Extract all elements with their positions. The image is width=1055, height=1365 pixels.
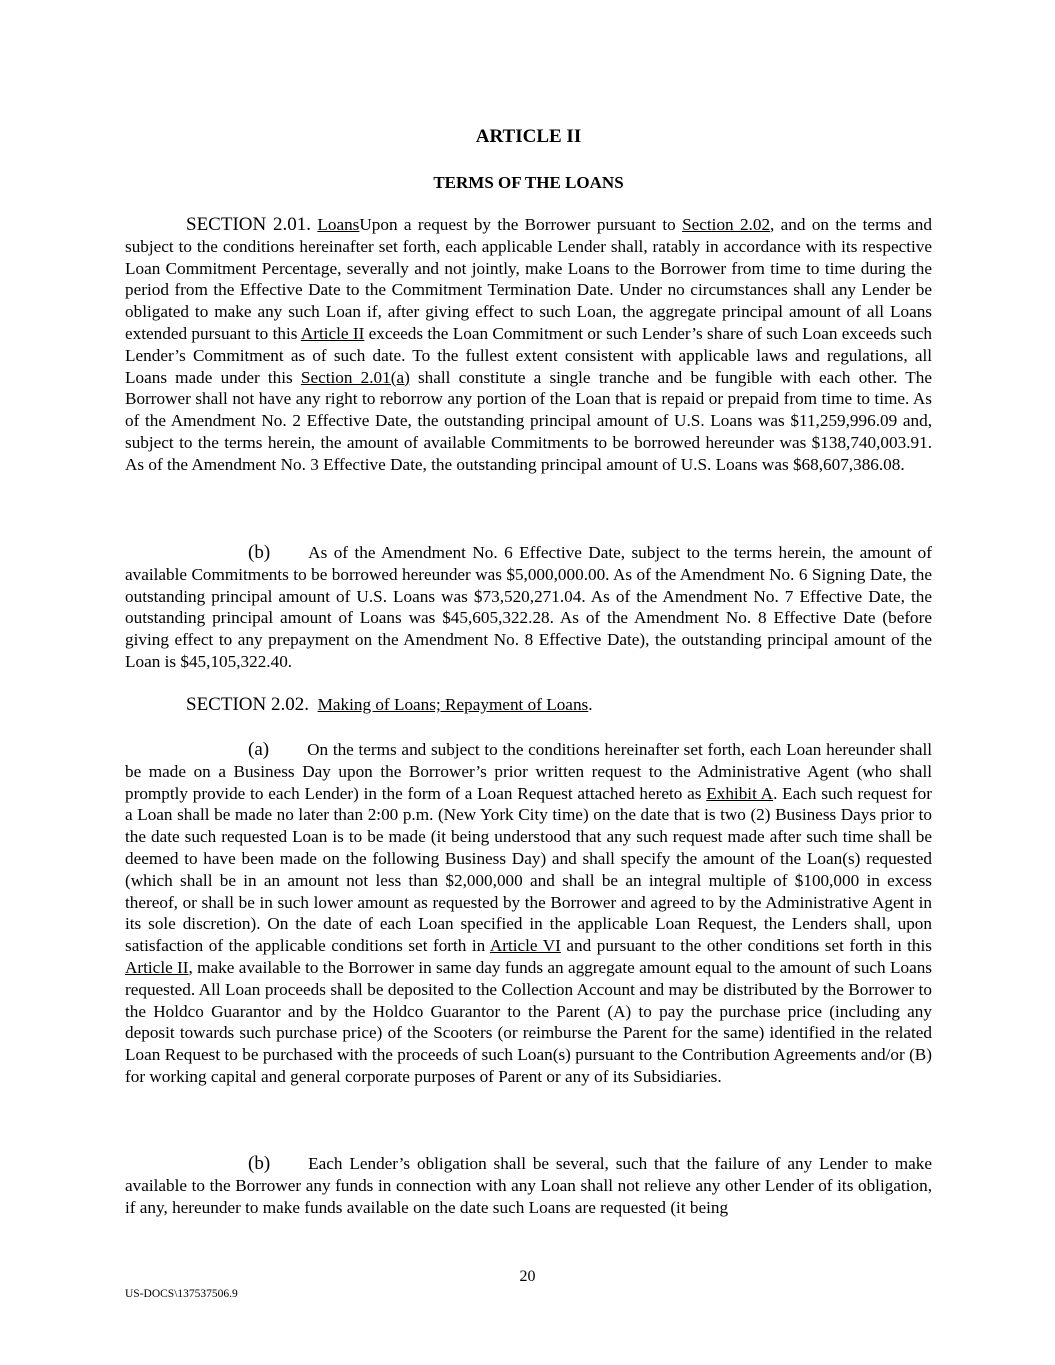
cross-reference-link[interactable]: Article II	[300, 323, 365, 343]
cross-reference-link[interactable]: Article II	[125, 957, 189, 977]
paragraph-text: shall constitute a single tranche and be fungible with each other. The Borrower shall not have any right to reborrow any portion of the Loan that is repaid or prepaid from time to time. As of the Amendment No. 2 Effective Date, the outstanding principal amount of U.S. Loans was $11,259,996.09 and, subject to the terms herein, the amount of available Commitments to be borrowed hereunder was $138,740,003.91. As of the Amendment No. 3 Effective Date, the outstanding principal amount of U.S. Loans was $68,607,386.08.	[125, 367, 932, 474]
section-label: SECTION 2.01.	[186, 214, 312, 235]
document-id: US-DOCS\137537506.9	[125, 1288, 238, 1300]
section-2-02-heading	[125, 694, 932, 716]
paragraph-text: Each Lender’s obligation shall be several, such that the failure of any Lender to make available to the Borrower any funds in connection with any Loan shall not relieve any other Lender of its obligation, if any, hereunder to make funds available on the date such Loans are requested (it being	[125, 1154, 932, 1217]
section-heading: Making of Loans; Repayment of Loans	[317, 695, 589, 714]
page-number: 20	[519, 1268, 536, 1285]
subsection-label: (b)	[248, 1153, 271, 1174]
section-heading: Loans	[317, 215, 360, 234]
paragraph-text: exceeds the Loan Commitment or such Lender’s share of such Loan exceeds such Lender’s Commitment as of such date. To the fullest extent consistent with applicable laws and regulations, all Loans made under this	[125, 323, 933, 387]
section-2-02-a-paragraph	[125, 739, 932, 1088]
article-title: ARTICLE II	[475, 126, 582, 147]
paragraph-text: Upon a request by the Borrower pursuant to	[359, 215, 683, 234]
paragraph-text: As of the Amendment No. 6 Effective Date, subject to the terms herein, the amount of available Commitments to be borrowed hereunder was $5,000,000.00. As of the Amendment No. 6 Signing Date, the outstanding principal amount of U.S. Loans was $73,520,271.04. As of the Amendment No. 7 Effective Date, the outstanding principal amount of Loans was $45,605,322.28. As of the Amendment No. 8 Effective Date (before giving effect to any prepayment on the Amendment No. 8 Effective Date), the outstanding principal amount of the Loan is $45,105,322.40.	[125, 543, 932, 671]
cross-reference-link[interactable]: Article VI	[489, 936, 561, 956]
paragraph-text: , and on the terms and subject to the conditions hereinafter set forth, each applicable Lender shall, ratably in accordance with its respective Loan Commitment Percentage, severally and not jointly, make Loans to the Borrower from time to time during the period from the Effective Date to the Commitment Termination Date. Under no circumstances shall any Lender be obligated to make any such Loan if, after giving effect to such Loan, the aggregate principal amount of all Loans extended pursuant to this	[125, 215, 932, 343]
paragraph-text: and pursuant to the other conditions set forth in this	[560, 936, 932, 956]
subsection-label: (b)	[248, 542, 271, 563]
cross-reference-link[interactable]: Section 2.01(a)	[300, 367, 410, 387]
section-2-01-b-paragraph	[125, 542, 932, 673]
heading-punctuation: .	[588, 695, 593, 714]
cross-reference-link[interactable]: Section 2.02	[682, 215, 771, 234]
section-2-02-b-paragraph	[125, 1153, 932, 1218]
paragraph-text: , make available to the Borrower in same day funds an aggregate amount equal to the amount of such Loans requested. All Loan proceeds shall be deposited to the Collection Account and may be distributed by the Borrower to the Holdco Guarantor and by the Holdco Guarantor to the Parent (A) to pay the purchase price (including any deposit towards such purchase price) of the Scooters (or reimburse the Parent for the same) identified in the related Loan Request to be purchased with the proceeds of such Loan(s) pursuant to the Contribution Agreements and/or (B) for working capital and general corporate purposes of Parent or any of its Subsidiaries.	[125, 957, 932, 1086]
cross-reference-link[interactable]: Exhibit A	[706, 783, 774, 803]
section-label: SECTION 2.02.	[186, 694, 309, 715]
article-subtitle: TERMS OF THE LOANS	[433, 173, 624, 192]
subsection-label: (a)	[248, 739, 270, 760]
paragraph-text: On the terms and subject to the conditions hereinafter set forth, each Loan hereunder shall be made on a Business Day upon the Borrower’s prior written request to the Administrative Agent (who shall promptly provide to each Lender) in the form of a Loan Request attached hereto as	[125, 740, 932, 803]
section-2-01-paragraph	[125, 214, 932, 476]
paragraph-text: . Each such request for a Loan shall be made no later than 2:00 p.m. (New York City time) on the date that is two (2) Business Days prior to the date such requested Loan is to be made (it being understood that any such request made after such time shall be deemed to have been made on the following Business Day) and shall specify the amount of the Loan(s) requested (which shall be in an amount not less than $2,000,000 and shall be an integral multiple of $100,000 in excess thereof, or shall be in such lower amount as requested by the Borrower and agreed to by the Administrative Agent in its sole discretion). On the date of each Loan specified in the applicable Loan Request, the Lenders shall, upon satisfaction of the applicable conditions set forth in	[125, 783, 932, 956]
